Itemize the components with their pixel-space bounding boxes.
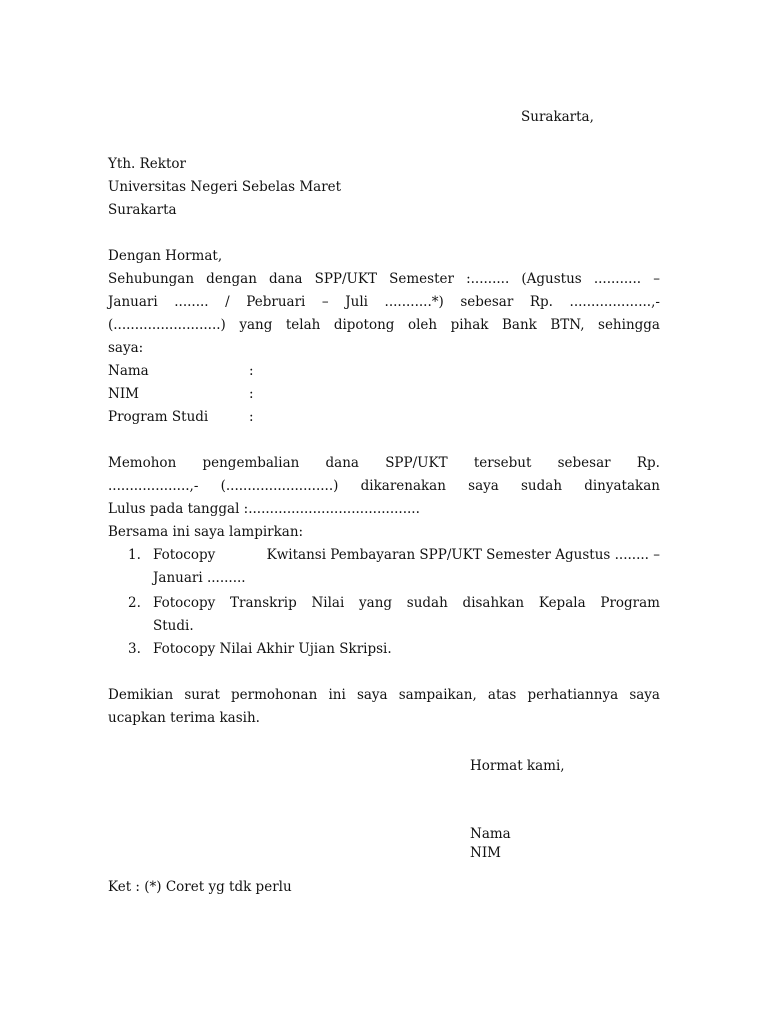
attachment-item-1-line1 [153,546,660,564]
place-date: Surakarta, [521,109,594,125]
word: Januari [108,294,158,310]
word: oleh [407,317,438,333]
word: ...................,- [569,294,660,310]
field-nim [108,385,254,403]
field-separator: : [249,363,254,379]
word: Fotocopy [153,547,216,563]
word: ...................,- [108,478,199,494]
word: yang [359,595,393,611]
word: :......... [466,271,510,287]
field-separator: : [249,409,254,425]
attachment-item-1-line2: Januari ......... [153,570,246,586]
para2-line4: Bersama ini saya lampirkan: [108,524,304,540]
para2-line2 [108,477,660,495]
word: ........ [174,294,209,310]
word: pengembalian [202,455,300,471]
word: atas [487,687,517,703]
recipient-institution: Universitas Negeri Sebelas Maret [108,179,342,195]
word: Rp. [529,294,553,310]
word: Rp. [636,455,660,471]
word: – [321,294,329,310]
word: sebesar [557,455,611,471]
word: (Agustus [521,271,582,287]
para2-line3: Lulus pada tanggal :........................................ [108,501,420,517]
footnote: Ket : (*) Coret yg tdk perlu [108,879,292,895]
word: Nilai [311,595,345,611]
word: Transkrip [230,595,297,611]
recipient-city: Surakarta [108,202,177,218]
attachment-item-2-line2: Studi. [153,618,194,634]
signature-name: Nama [470,826,511,842]
closing-line1 [108,686,660,704]
field-label: NIM [108,386,139,402]
word: Juli [345,294,368,310]
word: sudah [406,595,448,611]
word: dana [325,455,359,471]
word: – [653,271,660,287]
word: SPP/UKT [314,271,378,287]
word: pihak [450,317,489,333]
word: Sehubungan [108,271,195,287]
word: dipotong [333,317,395,333]
signature-regards: Hormat kami, [470,758,565,774]
field-nama [108,362,254,380]
word: sampaikan, [398,687,477,703]
word: ...........*) [384,294,444,310]
list-number: 3. [128,641,141,657]
word: BTN, [550,317,585,333]
word: (.........................) [220,478,339,494]
word: Memohon [108,455,177,471]
word: / [225,294,230,310]
word: Kwitansi Pembayaran SPP/UKT Semester Agustus ........ – [266,547,660,563]
word: sudah [521,478,563,494]
list-number: 2. [128,595,141,611]
word: SPP/UKT [385,455,448,471]
word: tersebut [473,455,532,471]
word: Fotocopy [153,595,216,611]
field-separator: : [249,386,254,402]
word: Kepala [538,595,586,611]
closing-line2: ucapkan terima kasih. [108,710,260,726]
word: Pebruari [246,294,306,310]
para1-line4: saya: [108,340,144,356]
word: saya [468,478,499,494]
attachment-item-3: Fotocopy Nilai Akhir Ujian Skripsi. [153,641,392,657]
word: disahkan [462,595,525,611]
word: telah [285,317,321,333]
para1-line3 [108,316,660,334]
field-program-studi [108,408,254,426]
word: surat [184,687,220,703]
word: dikarenakan [360,478,446,494]
word: yang [239,317,273,333]
word: (.........................) [108,317,226,333]
word: dinyatakan [584,478,660,494]
word: sebesar [460,294,514,310]
recipient-title: Yth. Rektor [108,156,186,172]
attachment-item-2-line1 [153,594,660,612]
signature-nim: NIM [470,845,501,861]
word: Bank [501,317,537,333]
word: Program [600,595,660,611]
word: permohonan [231,687,318,703]
word: dana [269,271,303,287]
word: perhatiannya [527,687,619,703]
word: ........... [593,271,642,287]
para2-line1 [108,454,660,472]
word: Demikian [108,687,174,703]
word: dengan [206,271,257,287]
word: saya [356,687,388,703]
field-label: Nama [108,363,149,379]
word: ini [328,687,346,703]
field-label: Program Studi [108,409,209,425]
word: sehingga [598,317,660,333]
list-number: 1. [128,547,141,563]
word: Semester [389,271,454,287]
word: saya [629,687,660,703]
para1-line1 [108,270,660,288]
para1-line2 [108,293,660,311]
greeting: Dengan Hormat, [108,248,223,264]
